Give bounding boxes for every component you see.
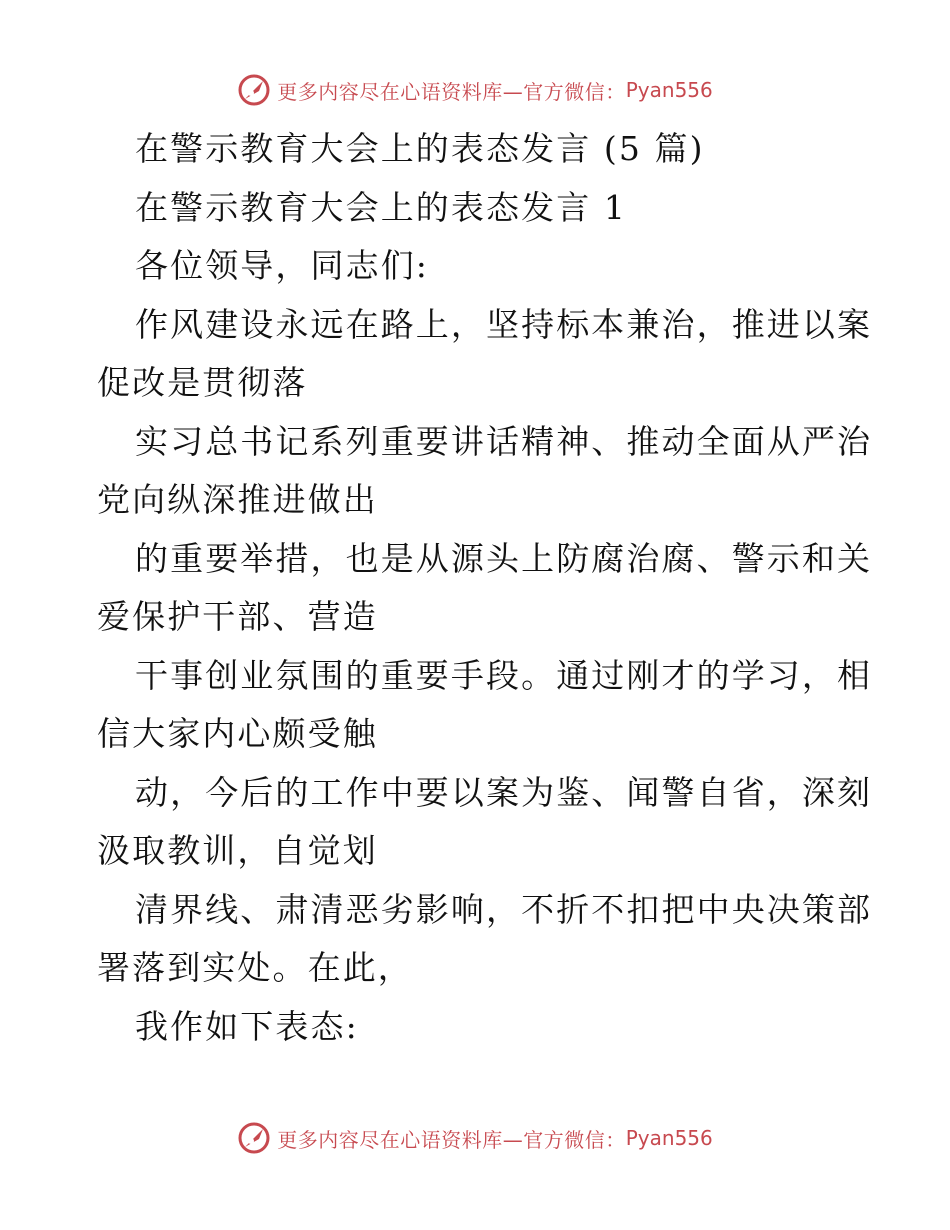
doc-title: 在警示教育大会上的表态发言 (5 篇) [135, 129, 705, 168]
paragraph-line: 爱保护干部、营造 [97, 597, 378, 636]
paragraph-line: 署落到实处。在此， [97, 948, 413, 987]
paragraph-line: 我作如下表态: [135, 1006, 359, 1046]
paragraph-line: 实习总书记系列重要讲话精神、推动全面从严治 [135, 421, 873, 461]
paragraph-line: 干事创业氛围的重要手段。通过刚才的学习，相 [135, 655, 873, 695]
paragraph-line: 作风建设永远在路上，坚持标本兼治，推进以案 [135, 304, 873, 344]
quill-logo-icon [237, 1121, 271, 1155]
paragraph-line: 党向纵深推进做出 [97, 480, 378, 519]
paragraph-line: 的重要举措，也是从源头上防腐治腐、警示和关 [135, 538, 873, 578]
paragraph-line: 信大家内心颇受触 [97, 714, 378, 753]
paragraph-line: 促改是贯彻落 [97, 363, 308, 402]
quill-logo-icon [237, 73, 271, 107]
salutation: 各位领导，同志们: [135, 246, 430, 285]
doc-subtitle: 在警示教育大会上的表态发言 1 [135, 187, 627, 227]
paragraph-line: 汲取教训，自觉划 [97, 831, 378, 870]
header-promo-text: 更多内容尽在心语资料库—官方微信： [277, 79, 626, 104]
paragraph-line: 动，今后的工作中要以案为鉴、闻警自省，深刻 [135, 772, 873, 812]
footer-banner [0, 1118, 950, 1158]
footer-wechat-id: Pyan556 [625, 1126, 713, 1150]
header-banner [0, 70, 950, 110]
paragraph-line: 清界线、肃清恶劣影响，不折不扣把中央决策部 [135, 889, 873, 929]
footer-promo-text: 更多内容尽在心语资料库—官方微信： [277, 1127, 626, 1152]
document-body [97, 120, 873, 1056]
header-wechat-id: Pyan556 [625, 78, 713, 102]
